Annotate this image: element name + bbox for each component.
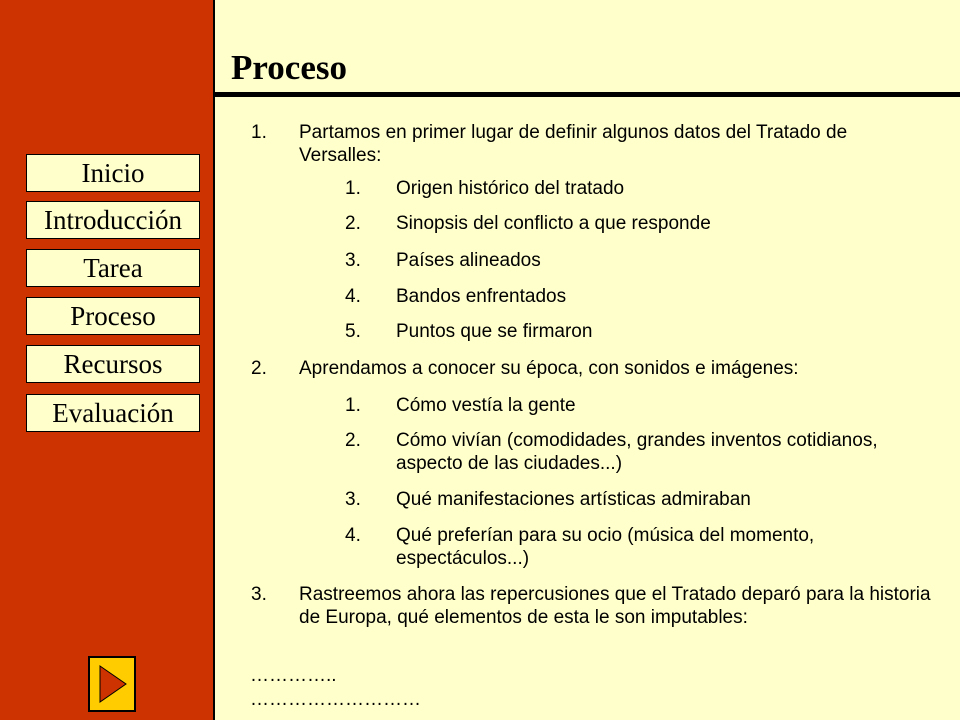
- sub-number: 1.: [345, 395, 361, 416]
- nav-proceso-label: Proceso: [70, 300, 156, 331]
- sub-text: Países alineados: [396, 250, 541, 271]
- sub-text: Qué manifestaciones artísticas admiraban: [396, 489, 751, 510]
- page-title: Proceso: [231, 48, 347, 87]
- nav-recursos-label: Recursos: [63, 348, 163, 379]
- sub-number: 5.: [345, 321, 361, 342]
- sub-number: 3.: [345, 489, 361, 510]
- nav-introduccion-label: Introducción: [44, 204, 182, 235]
- sub-text: Cómo vivían (comodidades, grandes inventos cotidianos, aspecto de las ciudades...): [396, 430, 878, 474]
- sub-text: Qué preferían para su ocio (música del momento, espectáculos...): [396, 525, 815, 569]
- placeholder-dots: ………………………: [250, 689, 421, 710]
- sub-text: Cómo vestía la gente: [396, 395, 576, 416]
- sub-number: 4.: [345, 525, 361, 546]
- sub-text: Bandos enfrentados: [396, 286, 567, 307]
- sub-number: 3.: [345, 250, 361, 271]
- sub-text: Sinopsis del conflicto a que responde: [396, 213, 711, 234]
- placeholder-dots: …………..: [250, 665, 337, 686]
- nav-evaluacion-label: Evaluación: [52, 397, 174, 428]
- list-number: 1.: [251, 122, 267, 143]
- sub-number: 1.: [345, 178, 361, 199]
- list-number: 2.: [251, 358, 267, 379]
- list-text: Aprendamos a conocer su época, con sonidos e imágenes:: [299, 358, 799, 379]
- nav-inicio-label: Inicio: [81, 157, 145, 188]
- sub-number: 2.: [345, 213, 361, 234]
- list-text: Rastreemos ahora las repercusiones que el Tratado deparó para la historia de Europa, qué elementos de esta le son imputables:: [299, 584, 931, 628]
- sub-text: Puntos que se firmaron: [396, 321, 593, 342]
- nav-tarea-label: Tarea: [83, 252, 143, 283]
- sub-text: Origen histórico del tratado: [396, 178, 625, 199]
- list-text: Partamos en primer lugar de definir algunos datos del Tratado de Versalles:: [299, 122, 848, 166]
- list-number: 3.: [251, 584, 267, 605]
- sub-number: 4.: [345, 286, 361, 307]
- sub-number: 2.: [345, 430, 361, 451]
